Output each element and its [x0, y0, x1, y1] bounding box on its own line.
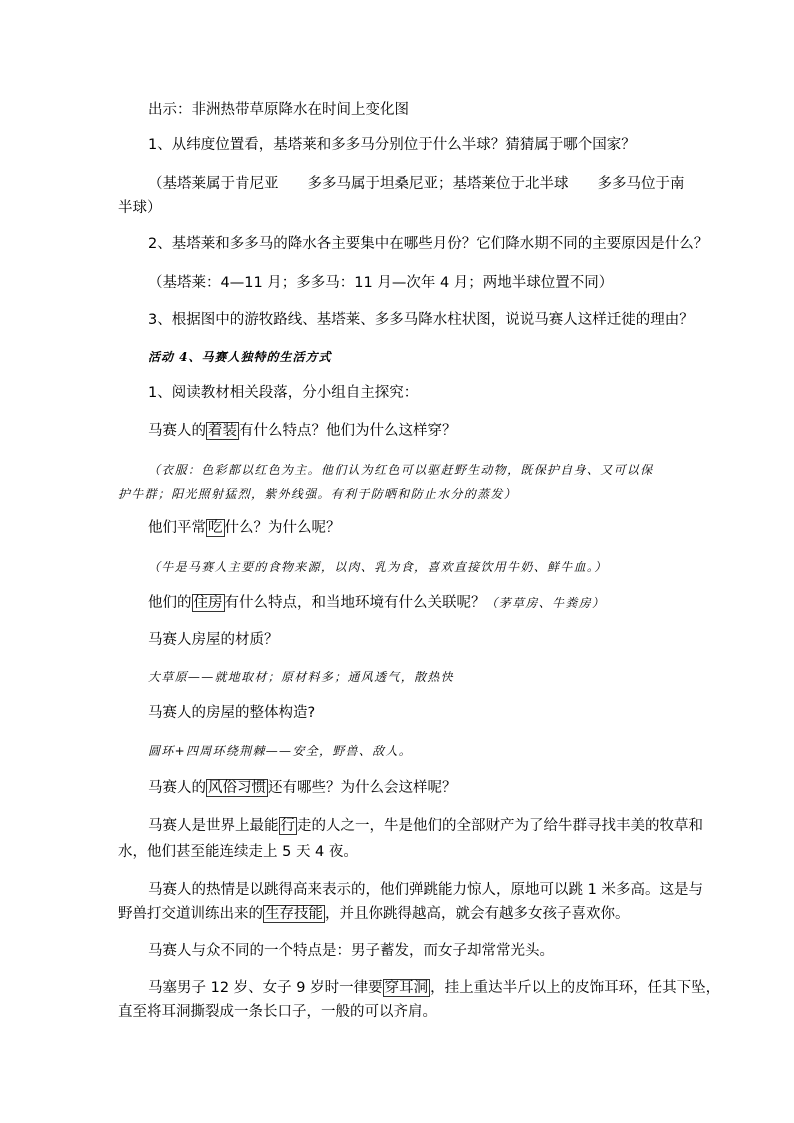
paragraph-walk: 马赛人是世界上最能 行 走的人之一，牛是他们的全部财产为了给牛群寻找丰美的牧草和: [148, 818, 703, 834]
food-answer: （牛是马赛人主要的食物来源，以肉、乳为食，喜欢直接饮用牛奶、鲜牛血。）: [148, 560, 608, 574]
clothing-answer-cont: 护牛群；阳光照射猛烈，紫外线强。有利于防晒和防止水分的蒸发）: [118, 487, 518, 501]
customs-question: 马赛人的 风俗习惯 还有哪些？为什么会这样呢？: [148, 780, 457, 796]
material-answer: 大草原——就地取材；原材料多；通风透气，散热快: [148, 670, 454, 684]
keyword-box: 穿耳洞: [384, 980, 429, 996]
paragraph-jump: 马赛人的热情是以跳得高来表示的，他们弹跳能力惊人，原地可以跳 1 米多高。这是与: [148, 882, 703, 898]
question-3: 3、根据图中的游牧路线、基塔莱、多多马降水柱状图，说说马赛人这样迁徙的理由？: [148, 312, 694, 328]
keyword-box: 吃: [208, 520, 223, 536]
question-2: 2、基塔莱和多多马的降水各主要集中在哪些月份？它们降水期不同的主要原因是什么？: [148, 236, 709, 252]
text-line: 马赛人的房屋的整体构造?: [148, 705, 316, 721]
paragraph-hair: 马赛人与众不同的一个特点是：男子蓄发，而女子却常常光头。: [148, 943, 554, 959]
paragraph-earring-cont: 直至将耳洞撕裂成一条长口子，一般的可以齐肩。: [118, 1004, 437, 1020]
food-question: 他们平常 吃 什么？为什么呢？: [148, 520, 341, 536]
text-line: 马赛人房屋的材质？: [148, 632, 279, 648]
clothing-answer: （衣服：色彩都以红色为主。他们认为红色可以驱赶野生动物，既保护自身、又可以保: [148, 463, 654, 477]
structure-answer: 圆环+四周环绕荆棘——安全，野兽、敌人。: [148, 744, 413, 758]
keyword-box: 生存技能: [265, 906, 323, 922]
text-line: 出示：非洲热带草原降水在时间上变化图: [148, 102, 409, 118]
answer-1-cont: 半球）: [118, 200, 162, 216]
text-line: 1、阅读教材相关段落，分小组自主探究：: [148, 385, 419, 401]
answer-1: （基塔莱属于肯尼亚 多多马属于坦桑尼亚；基塔莱位于北半球 多多马位于南: [148, 176, 685, 192]
question-1: 1、从纬度位置看，基塔莱和多多马分别位于什么半球？猜猜属于哪个国家？: [148, 137, 636, 153]
paragraph-jump-cont: 野兽打交道训练出来的 生存技能 ，并且你跳得越高，就会有越多女孩子喜欢你。: [118, 906, 630, 922]
keyword-box: 行: [280, 818, 295, 834]
paragraph-earring: 马塞男子 12 岁、女子 9 岁时一律要 穿耳洞 ，挂上重达半斤以上的皮饰耳环，任其下坠，: [148, 980, 721, 996]
clothing-question: 马赛人的 着装 有什么特点？他们为什么这样穿？: [148, 423, 457, 439]
paragraph-walk-cont: 水，他们甚至能连续走上 5 天 4 夜。: [118, 844, 358, 860]
activity-heading: 活动 4、马赛人独特的生活方式: [148, 350, 332, 364]
housing-question: 他们的 住房 有什么特点，和当地环境有什么关联呢？（茅草房、牛粪房）: [148, 595, 606, 611]
keyword-box: 住房: [193, 595, 223, 611]
keyword-box: 风俗习惯: [208, 780, 266, 796]
answer-2: （基塔莱：4—11 月；多多马：11 月—次年 4 月；两地半球位置不同）: [148, 275, 614, 291]
keyword-box: 着装: [208, 423, 237, 439]
